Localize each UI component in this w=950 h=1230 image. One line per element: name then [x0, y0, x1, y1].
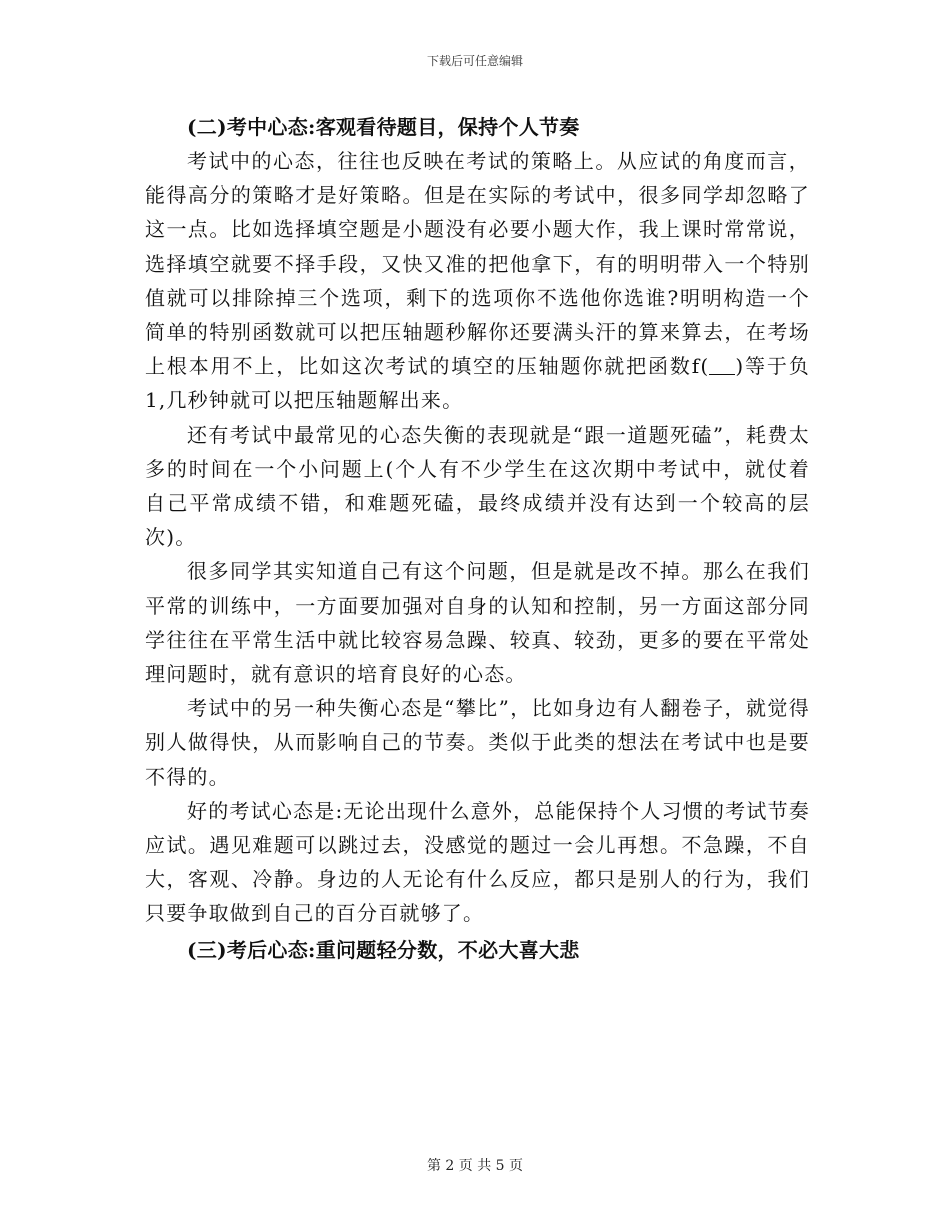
paragraph-exam-strategy-part-b: )等于负1,几秒钟就可以把压轴题解出来。: [145, 354, 810, 413]
page-footer: 第 2 页 共 5 页: [426, 1158, 524, 1174]
paragraph-exam-strategy: [145, 144, 810, 418]
paragraph-comparison: 考试中的另一种失衡心态是“攀比”，比如身边有人翻卷子，就觉得别人做得快，从而影响自己的节奏。类似于此类的想法在考试中也是要不得的。: [145, 696, 810, 789]
paragraph-self-control: 很多同学其实知道自己有这个问题，但是就是改不掉。那么在我们平常的训练中，一方面要加强对自身的认知和控制，另一方面这部分同学往往在平常生活中就比较容易急躁、较真、较劲，更多的要在平常处理问题时，就有意识的培育良好的心态。: [145, 559, 810, 687]
section-heading-3: (三)考后心态:重问题轻分数，不必大喜大悲: [187, 937, 580, 962]
paragraph-exam-strategy-part-a: 考试中的心态，往往也反映在考试的策略上。从应试的角度而言，能得高分的策略才是好策略。但是在实际的考试中，很多同学却忽略了这一点。比如选择填空题是小题没有必要小题大作，我上课时常常说，选择填空就要不择手段，又快又准的把他拿下，有的明明带入一个特别值就可以排除掉三个选项，剩下的选项你不选他你选谁?明明构造一个简单的特别函数就可以把压轴题秒解你还要满头汗的算来算去，在考场上根本用不上，比如这次考试的填空的压轴题你就把函数f(: [145, 149, 810, 379]
page-header: 下载后可任意编辑: [426, 54, 523, 68]
section-heading-2: (二)考中心态:客观看待题目，保持个人节奏: [187, 115, 580, 139]
paragraph-stubborn-question: 还有考试中最常见的心态失衡的表现就是“跟一道题死磕”，耗费太多的时间在一个小问题上(个人有不少学生在这次期中考试中，就仗着自己平常成绩不错，和难题死磕，最终成绩并没有达到一个较高的层次)。: [145, 422, 810, 550]
paragraph-good-mindset: 好的考试心态是:无论出现什么意外，总能保持个人习惯的考试节奏应试。遇见难题可以跳过去，没感觉的题过一会儿再想。不急躁，不自大，客观、冷静。身边的人无论有什么反应，都只是别人的行为，我们只要争取做到自己的百分百就够了。: [145, 798, 810, 926]
document-body: [145, 110, 810, 967]
fill-blank: [709, 356, 735, 375]
